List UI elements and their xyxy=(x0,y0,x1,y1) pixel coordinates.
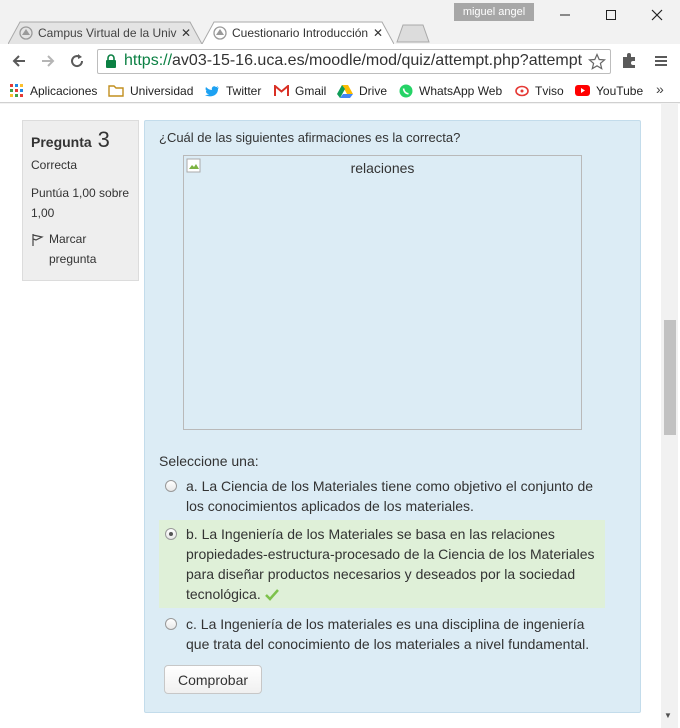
flag-icon xyxy=(31,233,45,247)
bookmarks-overflow-button[interactable]: » xyxy=(656,81,664,97)
minimize-button[interactable] xyxy=(542,0,588,30)
answer-letter: b. xyxy=(186,526,198,542)
bookmark-twitter[interactable] xyxy=(204,82,261,99)
question-text: ¿Cuál de las siguientes afirmaciones es la correcta? xyxy=(159,130,461,145)
minimize-icon xyxy=(559,9,571,21)
scrollbar-thumb[interactable] xyxy=(664,320,676,435)
question-image xyxy=(183,155,582,430)
question-heading-label: Pregunta xyxy=(31,134,92,150)
answer-radio-c[interactable] xyxy=(165,618,177,630)
bookmark-aplicaciones[interactable] xyxy=(10,82,97,99)
answer-option-b[interactable] xyxy=(165,524,605,604)
maximize-button[interactable] xyxy=(588,0,634,30)
folder-icon xyxy=(108,84,124,97)
arrow-right-icon xyxy=(40,53,56,69)
bookmark-label: Drive xyxy=(359,83,388,98)
menu-button[interactable] xyxy=(650,50,672,72)
puzzle-piece-icon xyxy=(620,52,638,70)
bookmark-label: Tviso xyxy=(535,83,564,98)
bookmark-gmail[interactable] xyxy=(274,82,326,99)
check-answer-button[interactable]: Comprobar xyxy=(164,665,262,694)
flag-question-link[interactable] xyxy=(31,229,130,269)
checkmark-icon xyxy=(264,588,280,602)
answer-option-a[interactable] xyxy=(165,476,605,516)
new-tab-button[interactable] xyxy=(396,24,430,43)
tab-close-icon[interactable]: ✕ xyxy=(372,26,384,40)
profile-badge[interactable]: miguel angel xyxy=(454,3,534,21)
bookmark-tviso[interactable] xyxy=(515,82,564,99)
bookmark-star-icon[interactable] xyxy=(588,53,606,71)
university-favicon-icon xyxy=(18,25,34,41)
tviso-icon xyxy=(515,85,529,97)
bookmark-whatsapp[interactable] xyxy=(399,82,502,99)
apps-grid-icon xyxy=(10,84,24,98)
bookmark-label: Gmail xyxy=(295,83,327,98)
browser-toolbar xyxy=(0,44,680,78)
bookmark-label: Twitter xyxy=(226,83,262,98)
question-number: 3 xyxy=(97,127,110,152)
twitter-icon xyxy=(204,84,220,98)
answer-letter: c. xyxy=(186,616,197,632)
answer-radio-b[interactable] xyxy=(165,528,177,540)
answer-label: La Ingeniería de los materiales es una disciplina de ingeniería que trata del conocimiento de los materiales a nivel fundamental. xyxy=(186,616,590,652)
question-image-alt: relaciones xyxy=(350,160,415,176)
answer-text-c xyxy=(186,614,605,654)
gmail-icon xyxy=(274,85,289,97)
question-score: Puntúa 1,00 sobre 1,00 xyxy=(31,186,130,220)
url-scheme: https:// xyxy=(124,52,173,69)
bookmark-youtube[interactable] xyxy=(575,82,643,99)
close-icon xyxy=(651,9,663,21)
bookmark-label: YouTube xyxy=(596,83,644,98)
reload-icon xyxy=(69,53,85,69)
answer-letter: a. xyxy=(186,478,198,494)
close-window-button[interactable] xyxy=(634,0,680,30)
tab-campus-virtual[interactable] xyxy=(8,21,202,44)
extensions-button[interactable] xyxy=(618,50,640,72)
question-status: Correcta xyxy=(31,158,78,172)
university-favicon-icon xyxy=(212,25,228,41)
url-text xyxy=(124,52,582,70)
bookmarks-bar xyxy=(0,78,680,103)
tab-title: Campus Virtual de la Univ xyxy=(38,26,177,40)
answer-text-a xyxy=(186,476,605,516)
address-bar[interactable] xyxy=(97,49,611,74)
whatsapp-icon xyxy=(399,84,413,98)
answer-option-c[interactable] xyxy=(165,614,605,654)
forward-button[interactable] xyxy=(37,50,59,72)
hamburger-menu-icon xyxy=(654,54,668,68)
answer-radio-a[interactable] xyxy=(165,480,177,492)
answer-text-b xyxy=(186,524,605,604)
answer-prompt: Seleccione una: xyxy=(159,453,259,469)
answer-label: La Ciencia de los Materiales tiene como objetivo el conjunto de los conocimientos aplicados de los materiales. xyxy=(186,478,594,514)
bookmark-label: WhatsApp Web xyxy=(419,83,503,98)
reload-button[interactable] xyxy=(66,50,88,72)
scroll-down-arrow-icon[interactable]: ▼ xyxy=(664,711,672,720)
question-heading xyxy=(31,127,130,153)
tab-title: Cuestionario Introducción xyxy=(232,26,369,40)
bookmark-drive[interactable] xyxy=(337,82,387,99)
tab-close-icon[interactable]: ✕ xyxy=(180,26,192,40)
arrow-left-icon xyxy=(11,53,27,69)
url-path: av03-15-16.uca.es/moodle/mod/quiz/attempt.php?attempt xyxy=(172,52,583,69)
answer-label: La Ingeniería de los Materiales se basa en las relaciones propiedades-estructura-procesado de la Ciencia de los Materiales para diseñar productos necesarios y deseados por la sociedad tecnológica. xyxy=(186,526,595,602)
bookmark-universidad[interactable] xyxy=(108,82,193,99)
maximize-icon xyxy=(605,9,617,21)
back-button[interactable] xyxy=(8,50,30,72)
browser-titlebar xyxy=(0,0,680,44)
question-info-panel xyxy=(22,120,139,281)
flag-question-label: Marcar pregunta xyxy=(49,232,97,266)
lock-icon xyxy=(104,54,118,69)
bookmark-label: Aplicaciones xyxy=(30,83,98,98)
tab-cuestionario[interactable] xyxy=(202,21,394,44)
youtube-icon xyxy=(575,85,590,96)
bookmark-label: Universidad xyxy=(130,83,194,98)
drive-icon xyxy=(337,84,353,98)
